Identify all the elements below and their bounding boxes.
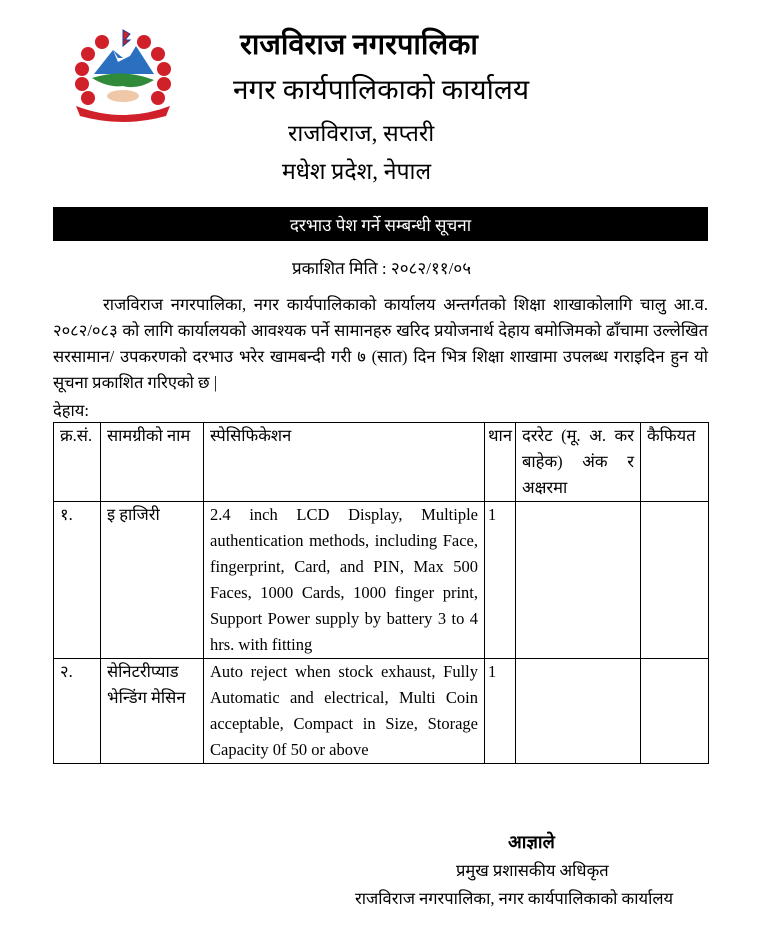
office-name: नगर कार्यपालिकाको कार्यालय xyxy=(233,75,530,106)
government-emblem-icon xyxy=(68,24,178,124)
header-rate: दररेट (मू. अ. कर बाहेक) अंक र अक्षरमा xyxy=(515,423,640,502)
header-sn: क्र.सं. xyxy=(54,423,101,502)
cell-rate xyxy=(515,659,640,764)
header-item-name: सामग्रीको नाम xyxy=(101,423,204,502)
cell-specification: 2.4 inch LCD Display, Multiple authentication methods, including Face, fingerprint, Card, and PIN, Max 500 Faces, 1000 Cards, 1000 finger print, Support Power supply by battery 3 to 4 hrs. with fitting xyxy=(204,502,485,659)
notice-title-bar xyxy=(53,207,708,241)
items-table xyxy=(53,422,709,764)
cell-sn: १. xyxy=(54,502,101,659)
published-date: प्रकाशित मिति : २०८२/११/०५ xyxy=(291,259,472,278)
cell-quantity: 1 xyxy=(485,659,516,764)
office-location: राजविराज, सप्तरी xyxy=(288,121,435,146)
table-row xyxy=(54,502,709,659)
table-row xyxy=(54,659,709,764)
signature-order: आज्ञाले xyxy=(508,832,555,852)
cell-specification: Auto reject when stock exhaust, Fully Automatic and electrical, Multi Coin acceptable, Compact in Size, Storage Capacity 0f 50 or above xyxy=(204,659,485,764)
office-province: मधेश प्रदेश, नेपाल xyxy=(282,159,432,184)
header-specification: स्पेसिफिकेशन xyxy=(204,423,485,502)
table-header-row xyxy=(54,423,709,502)
cell-remarks xyxy=(640,659,708,764)
notice-body: राजविराज नगरपालिका, नगर कार्यपालिकाको कार्यालय अन्तर्गतको शिक्षा शाखाकोलागि चालु आ.व. २०८२/०८३ को लागि कार्यालयको आवश्यक पर्ने सामानहरु खरिद प्रयोजनार्थ देहाय बमोजिमको ढाँचामा उल्लेखित सरसामान/ उपकरणको दरभाउ भरेर खामबन्दी गरी ७ (सात) दिन भित्र शिक्षा शाखामा उपलब्ध गराइदिन हुन यो सूचना प्रकाशित गरिएको छ | xyxy=(53,295,708,392)
cell-rate xyxy=(515,502,640,659)
municipality-name: राजविराज नगरपालिका xyxy=(240,29,478,61)
notice-title: दरभाउ पेश गर्ने सम्बन्धी सूचना xyxy=(289,215,472,235)
signature-title: प्रमुख प्रशासकीय अधिकृत xyxy=(456,861,609,880)
dehay-label: देहाय: xyxy=(53,401,89,420)
cell-item-name: इ हाजिरी xyxy=(101,502,204,659)
cell-quantity: 1 xyxy=(485,502,516,659)
cell-remarks xyxy=(640,502,708,659)
signature-office: राजविराज नगरपालिका, नगर कार्यपालिकाको कार्यालय xyxy=(355,889,674,908)
header-remarks: कैफियत xyxy=(640,423,708,502)
cell-item-name: सेनिटरीप्याड भेन्डिंग मेसिन xyxy=(101,659,204,764)
cell-sn: २. xyxy=(54,659,101,764)
header-quantity: थान xyxy=(485,423,516,502)
